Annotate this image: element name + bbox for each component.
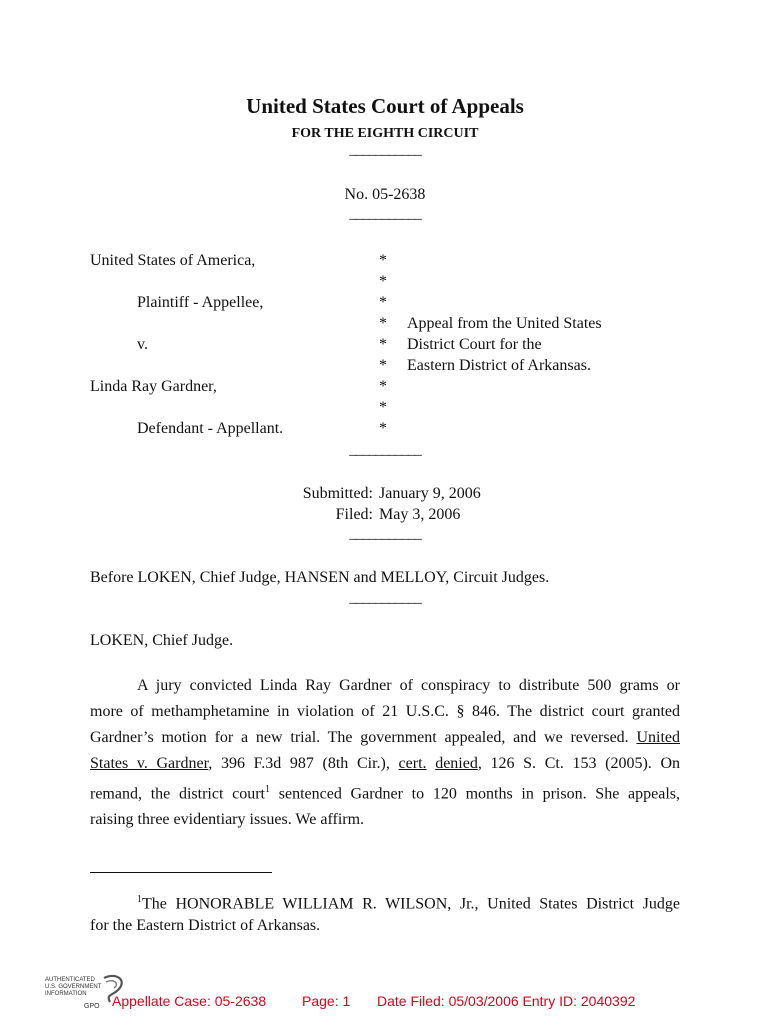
caption-star: *	[379, 378, 387, 395]
case-citation: United	[636, 729, 681, 746]
appeal-from-line: Eastern District of Arkansas.	[407, 357, 591, 374]
footnote-marker: 1	[137, 894, 142, 905]
case-citation: States v. Gardner	[90, 755, 209, 772]
appeal-from-line: District Court for the	[407, 336, 542, 353]
caption-star: *	[379, 252, 387, 269]
opinion-text: remand, the district court	[90, 785, 266, 803]
opinion-line	[90, 751, 680, 777]
opinion-text: , 126 S. Ct. 153 (2005). On	[477, 755, 681, 772]
caption-star: *	[379, 357, 387, 374]
opinion-text: Gardner’s motion for a new trial. The government appealed, and we reversed.	[90, 729, 629, 746]
filed-label: Filed:	[335, 506, 373, 523]
opinion-line	[90, 777, 680, 807]
party-plaintiff-role: Plaintiff - Appellee,	[137, 294, 264, 311]
footer-case-number: Appellate Case: 05-2638	[112, 993, 267, 1009]
submitted-label: Submitted:	[302, 485, 373, 502]
opinion-text: sentenced Gardner to 120 months in prison. She appeals,	[270, 785, 680, 803]
footer-date-filed: Date Filed: 05/03/2006 Entry ID: 2040392	[377, 993, 636, 1009]
separator-rule: ___________	[349, 206, 421, 222]
footer-page-number: Page: 1	[302, 993, 351, 1009]
separator-rule: ___________	[349, 590, 421, 606]
court-title: United States Court of Appeals	[246, 94, 524, 118]
caption-star: *	[379, 420, 387, 437]
gpo-seal-text: AUTHENTICATED	[45, 977, 95, 983]
separator-rule: ___________	[349, 142, 421, 158]
submitted-date: January 9, 2006	[379, 485, 481, 502]
party-defendant-role: Defendant - Appellant.	[137, 420, 284, 437]
opinion-line: raising three evidentiary issues. We affirm.	[90, 811, 365, 829]
caption-star: *	[379, 315, 387, 332]
caption-star: *	[379, 294, 387, 311]
opinion-author: LOKEN, Chief Judge.	[90, 632, 234, 649]
separator-rule: ___________	[349, 526, 421, 542]
appeal-from-line: Appeal from the United States	[407, 315, 602, 332]
footnote-line	[90, 889, 680, 915]
opinion-line: more of methamphetamine in violation of 21 U.S.C. § 846. The district court granted	[90, 703, 680, 720]
denied-signal: denied	[435, 755, 478, 772]
opinion-line: A jury convicted Linda Ray Gardner of conspiracy to distribute 500 grams or	[137, 677, 680, 694]
case-number: No. 05-2638	[344, 186, 426, 203]
opinion-line	[90, 725, 680, 751]
gpo-seal-text: INFORMATION	[45, 991, 87, 997]
opinion-paragraph	[90, 673, 680, 833]
versus: v.	[137, 336, 148, 353]
party-defendant: Linda Ray Gardner,	[90, 378, 217, 395]
gpo-seal-text: U.S. GOVERNMENT	[45, 984, 102, 990]
footnote-reference: 1	[265, 784, 271, 795]
filed-date: May 3, 2006	[379, 506, 461, 523]
party-plaintiff: United States of America,	[90, 252, 256, 269]
footnote-line: for the Eastern District of Arkansas.	[90, 917, 321, 935]
panel-judges: Before LOKEN, Chief Judge, HANSEN and MELLOY, Circuit Judges.	[90, 569, 550, 586]
opinion-text: , 396 F.3d 987 (8th Cir.),	[208, 755, 390, 772]
separator-rule: ___________	[349, 442, 421, 458]
footnote	[90, 889, 680, 937]
cert-signal: cert.	[398, 755, 427, 772]
caption-star: *	[379, 273, 387, 290]
footnote-text: The HONORABLE WILLIAM R. WILSON, Jr., United States District Judge	[142, 895, 680, 913]
caption-star: *	[379, 336, 387, 353]
gpo-seal-mark: GPO	[84, 1003, 100, 1010]
caption-star: *	[379, 399, 387, 416]
footnote-divider	[90, 872, 272, 873]
circuit-name: FOR THE EIGHTH CIRCUIT	[291, 126, 479, 141]
